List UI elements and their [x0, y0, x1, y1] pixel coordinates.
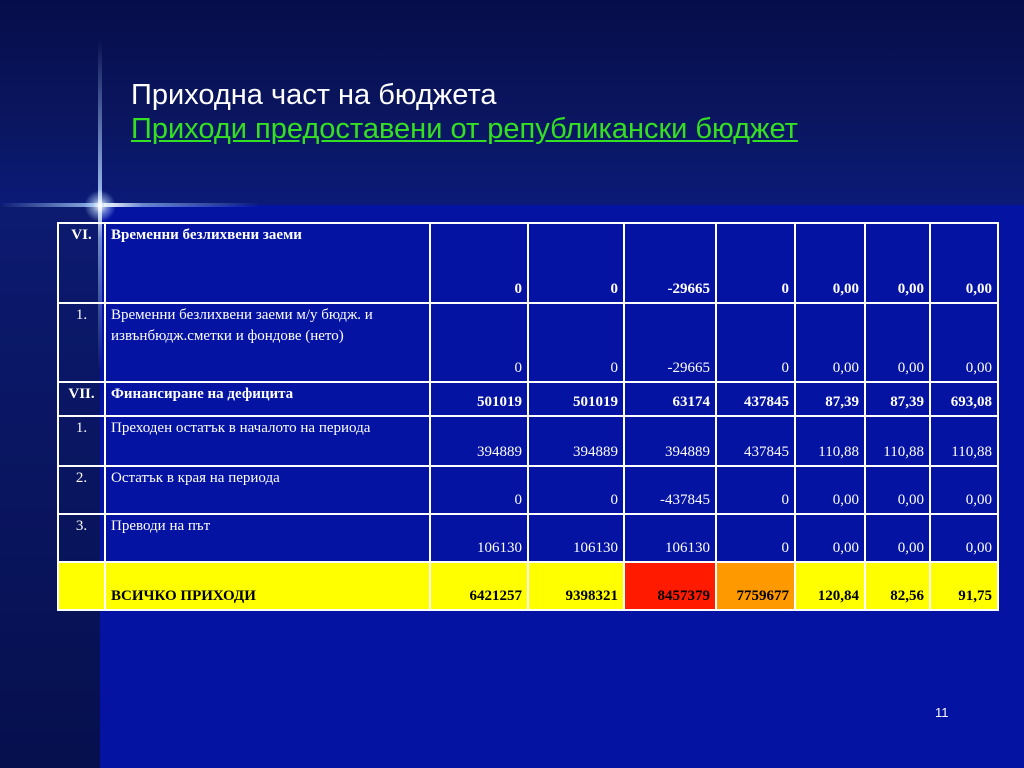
table-cell: 0,00 [865, 514, 930, 562]
row-description: Остатък в края на периода [105, 466, 430, 514]
table-cell: 394889 [624, 416, 716, 466]
table-cell: 0 [716, 223, 795, 303]
table-cell: 501019 [430, 382, 528, 416]
table-cell: 120,84 [795, 562, 865, 610]
row-description: Временни безлихвени заеми [105, 223, 430, 303]
row-description: Временни безлихвени заеми м/у бюдж. и извънбюдж.сметки и фондове (нето) [105, 303, 430, 382]
table-cell-highlight-orange: 7759677 [716, 562, 795, 610]
table-cell: 110,88 [795, 416, 865, 466]
light-flare-glow [84, 190, 116, 222]
table-cell: 0 [430, 466, 528, 514]
table-cell: 0 [716, 514, 795, 562]
row-description: Финансиране на дефицита [105, 382, 430, 416]
table-cell: 0 [716, 303, 795, 382]
table-cell: 693,08 [930, 382, 998, 416]
table-cell: 0,00 [930, 223, 998, 303]
table-cell: 0 [430, 303, 528, 382]
table-cell: 0,00 [930, 303, 998, 382]
table-cell: 0 [716, 466, 795, 514]
table-cell: 0 [528, 223, 624, 303]
table-row [58, 416, 998, 466]
row-number: VI. [58, 223, 105, 303]
row-number [58, 562, 105, 610]
table-cell: 110,88 [865, 416, 930, 466]
table-cell: 6421257 [430, 562, 528, 610]
row-number: 1. [58, 416, 105, 466]
table-row [58, 466, 998, 514]
table-cell: 106130 [624, 514, 716, 562]
row-description: Преходен остатък в началото на периода [105, 416, 430, 466]
table-cell: 394889 [430, 416, 528, 466]
table-cell: 0,00 [795, 514, 865, 562]
table-row [58, 223, 998, 303]
slide-subtitle: Приходи предоставени от републикански бюджет [131, 113, 798, 145]
table-cell: 63174 [624, 382, 716, 416]
table-row [58, 382, 998, 416]
row-number: 1. [58, 303, 105, 382]
table-cell: 0,00 [930, 466, 998, 514]
table-cell: 0,00 [795, 223, 865, 303]
title-block [131, 78, 798, 146]
row-number: VII. [58, 382, 105, 416]
table-cell: 0,00 [795, 303, 865, 382]
table-cell: 0 [528, 466, 624, 514]
row-description: Преводи на път [105, 514, 430, 562]
table-row-total [58, 562, 998, 610]
row-number: 2. [58, 466, 105, 514]
table-cell: 91,75 [930, 562, 998, 610]
light-flare-horizontal [0, 203, 260, 207]
table-cell: 0,00 [865, 223, 930, 303]
table-cell: 0 [430, 223, 528, 303]
row-number: 3. [58, 514, 105, 562]
page-number: 11 [935, 705, 949, 720]
table-cell: 0,00 [795, 466, 865, 514]
table-cell: 9398321 [528, 562, 624, 610]
table-cell: 110,88 [930, 416, 998, 466]
row-description: ВСИЧКО ПРИХОДИ [105, 562, 430, 610]
table-cell: 0,00 [930, 514, 998, 562]
table-cell: 0,00 [865, 466, 930, 514]
table-cell: 437845 [716, 416, 795, 466]
table-cell: -437845 [624, 466, 716, 514]
table-cell-highlight-red: 8457379 [624, 562, 716, 610]
table-cell: -29665 [624, 223, 716, 303]
table-cell: 106130 [430, 514, 528, 562]
budget-table [57, 222, 999, 611]
slide-title: Приходна част на бюджета [131, 79, 497, 111]
table-cell: 87,39 [865, 382, 930, 416]
table-cell: 82,56 [865, 562, 930, 610]
table-cell: -29665 [624, 303, 716, 382]
table-cell: 106130 [528, 514, 624, 562]
table-cell: 0 [528, 303, 624, 382]
table-cell: 437845 [716, 382, 795, 416]
table-row [58, 303, 998, 382]
table-cell: 0,00 [865, 303, 930, 382]
table-cell: 394889 [528, 416, 624, 466]
table-row [58, 514, 998, 562]
table-cell: 87,39 [795, 382, 865, 416]
table-cell: 501019 [528, 382, 624, 416]
